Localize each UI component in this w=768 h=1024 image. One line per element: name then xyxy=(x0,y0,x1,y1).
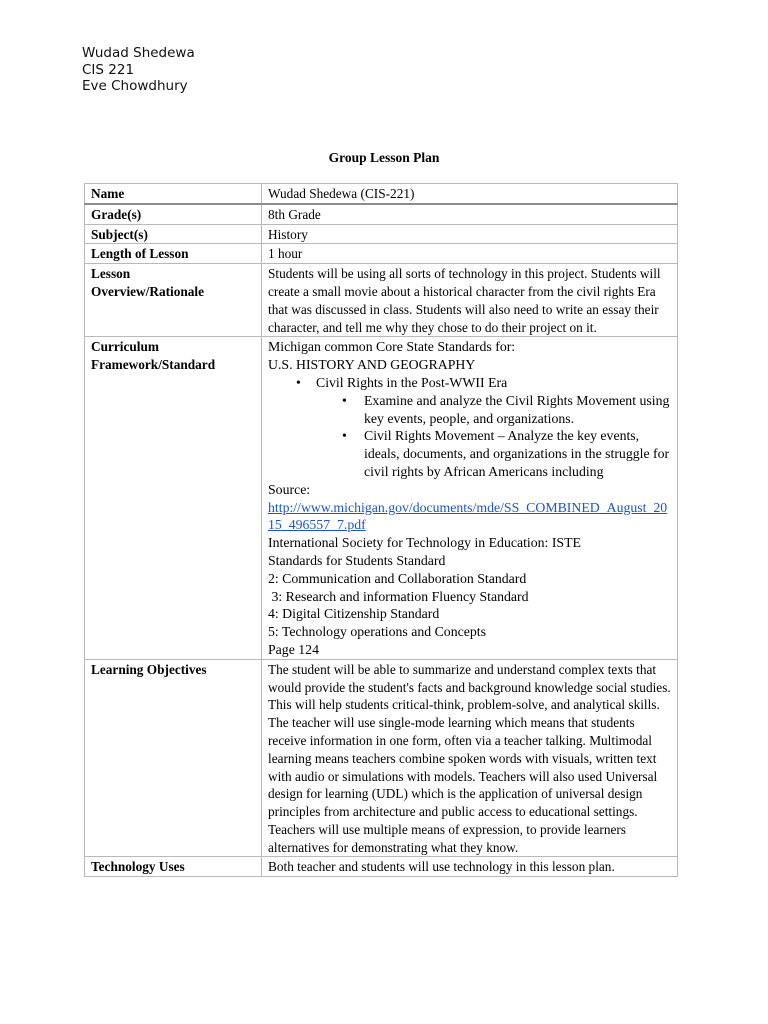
standard-item: 2: Communication and Collaboration Standard xyxy=(268,570,527,586)
table-row-name xyxy=(85,184,678,204)
row-label-line: Curriculum xyxy=(91,339,159,355)
row-value: Wudad Shedewa (CIS-221) xyxy=(262,184,678,204)
row-value: 1 hour xyxy=(262,244,678,264)
author-header xyxy=(82,45,195,95)
standards-intro: Michigan common Core State Standards for: xyxy=(268,339,516,355)
table-row-grade xyxy=(85,204,678,224)
row-label-line: Lesson xyxy=(91,266,131,282)
table-row-technology xyxy=(85,857,678,877)
table-row-subject xyxy=(85,224,678,244)
row-value: 8th Grade xyxy=(262,204,678,224)
row-label: Subject(s) xyxy=(85,224,262,244)
standard-item: 4: Digital Citizenship Standard xyxy=(268,606,440,622)
row-label: Grade(s) xyxy=(85,204,262,224)
row-value: Students will be using all sorts of technology in this project. Students will create a small movie about a historical character from the civil rights Era that was discussed in class. Students will also need to write an essay their character, and tell me why they chose to do their project on it. xyxy=(262,264,678,337)
source-link[interactable]: http://www.michigan.gov/documents/mde/SS_COMBINED_August_2015_496557_7.pdf xyxy=(268,499,668,533)
lesson-plan-table xyxy=(84,183,678,877)
standard-item: 5: Technology operations and Concepts xyxy=(268,624,486,640)
source-label: Source: xyxy=(268,481,311,497)
row-label: Learning Objectives xyxy=(85,659,262,857)
table-row-length xyxy=(85,244,678,264)
row-label xyxy=(85,337,262,659)
table-row-curriculum xyxy=(85,337,678,659)
author-name: Wudad Shedewa xyxy=(82,45,195,61)
list-item-text: Civil Rights in the Post-WWII Era xyxy=(316,374,508,390)
document-title: Group Lesson Plan xyxy=(328,150,440,165)
standards-heading: U.S. HISTORY AND GEOGRAPHY xyxy=(268,357,476,373)
list-item xyxy=(296,374,671,481)
row-label-line: Overview/Rationale xyxy=(91,283,204,299)
list-item: • Civil Rights Movement – Analyze the key events, ideals, documents, and organizations in the struggle for civil rights by African Americans including xyxy=(342,427,671,480)
course-code: CIS 221 xyxy=(82,61,135,78)
row-label-line: Framework/Standard xyxy=(91,357,216,373)
row-label: Length of Lesson xyxy=(85,244,262,264)
table-row-objectives xyxy=(85,659,678,857)
row-label: Name xyxy=(85,184,262,204)
iste-line: International Society for Technology in Education: ISTE xyxy=(268,535,581,551)
row-label: Technology Uses xyxy=(85,857,262,877)
standards-list xyxy=(268,374,671,481)
page-reference: Page 124 xyxy=(268,641,319,657)
row-value: The student will be able to summarize and understand complex texts that would provide the student's facts and background knowledge social studies. This will help students critical-think, problem-solve, and analytical skills. The teacher will use single-mode learning which means that students receive information in one form, often via a teacher talking. Multimodal learning means teachers combine spoken words with visuals, written text with audio or simulations with models. Teachers will also used Universal design for learning (UDL) which is the application of universal design principles from architecture and public access to educational settings. Teachers will use multiple means of expression, to provide learners alternatives for demonstrating what they know. xyxy=(262,659,678,857)
standard-item: 3: Research and information Fluency Standard xyxy=(268,588,529,604)
sub-standards-list xyxy=(316,392,671,481)
row-value xyxy=(262,337,678,659)
iste-line: Standards for Students Standard xyxy=(268,552,446,568)
row-label xyxy=(85,264,262,337)
row-value: Both teacher and students will use technology in this lesson plan. xyxy=(262,857,678,877)
row-value: History xyxy=(262,224,678,244)
table-row-overview xyxy=(85,264,678,337)
list-item: • Examine and analyze the Civil Rights Movement using key events, people, and organizations. xyxy=(342,392,671,428)
instructor-name: Eve Chowdhury xyxy=(82,78,188,94)
